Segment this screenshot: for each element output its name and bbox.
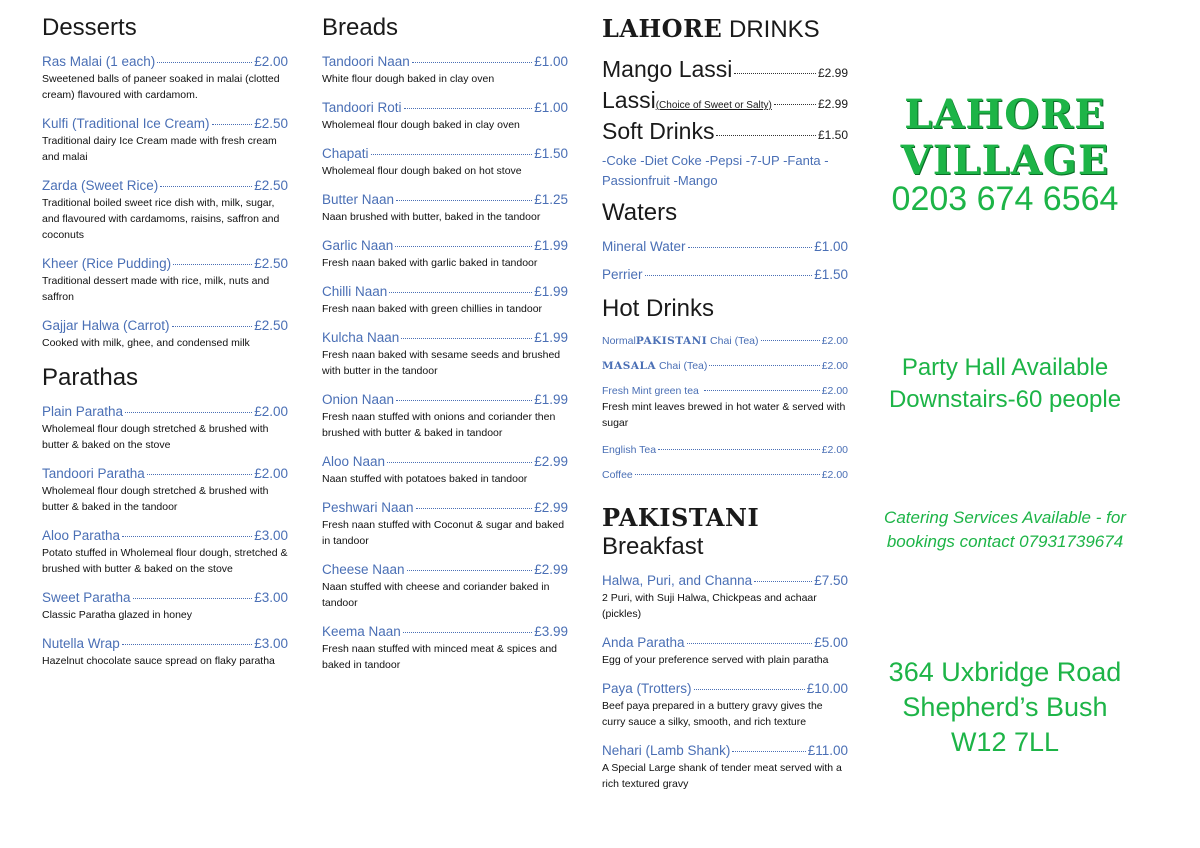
- section-heading-text: Parathas: [42, 364, 139, 391]
- item-name: Chai (Tea): [656, 360, 708, 372]
- restaurant-name-line1: LAHORE: [904, 91, 1106, 138]
- menu-item-row: [322, 192, 568, 207]
- section-heading: [602, 14, 848, 44]
- item-price: £3.00: [254, 590, 288, 605]
- dotted-leader: [401, 338, 532, 339]
- item-description: Sweetened balls of paneer soaked in malai (clotted cream) flavoured with cardamom.: [42, 73, 280, 101]
- menu-item-row: [322, 238, 568, 253]
- item-price: £2.00: [821, 385, 848, 397]
- item-price: £1.00: [534, 54, 568, 69]
- section-heading-text: Breakfast: [602, 533, 704, 560]
- item-price: £7.50: [814, 573, 848, 588]
- item-description: 2 Puri, with Suji Halwa, Chickpeas and achaar (pickles): [602, 592, 817, 620]
- menu-item: [42, 528, 288, 577]
- item-name: Tandoori Naan: [322, 54, 410, 69]
- menu-item: [322, 238, 568, 271]
- menu-item-row: [42, 54, 288, 69]
- item-name: Tandoori Roti: [322, 100, 402, 115]
- item-price: £5.00: [814, 635, 848, 650]
- item-description: Traditional dairy Ice Cream made with fresh cream and malai: [42, 135, 277, 163]
- dotted-leader: [412, 62, 532, 63]
- item-description: Naan brushed with butter, baked in the tandoor: [322, 211, 541, 223]
- item-price: £2.99: [817, 66, 848, 80]
- menu-item-row: [42, 404, 288, 419]
- item-description: Fresh naan baked with garlic baked in tandoor: [322, 257, 538, 269]
- section-heading: [42, 364, 288, 392]
- item-price: £2.00: [254, 54, 288, 69]
- menu-item: [322, 192, 568, 225]
- section-heading-text: Waters: [602, 199, 678, 226]
- catering-line1: Catering Services Available - for: [884, 508, 1126, 527]
- item-description: Fresh naan baked with sesame seeds and brushed with butter in the tandoor: [322, 349, 561, 377]
- item-name: Coffee: [602, 469, 633, 481]
- item-name: Mango Lassi: [602, 56, 733, 82]
- dotted-leader: [688, 247, 813, 248]
- item-description: Beef paya prepared in a buttery gravy gives the curry sauce a silky, smooth, and rich texture: [602, 700, 823, 728]
- menu-item: [602, 681, 848, 730]
- dotted-leader: [404, 108, 533, 109]
- item-price: £10.00: [806, 681, 848, 696]
- dotted-leader: [133, 598, 253, 599]
- menu-item: [42, 466, 288, 515]
- dotted-leader: [403, 632, 532, 633]
- item-name: Cheese Naan: [322, 562, 405, 577]
- dotted-leader: [407, 570, 533, 571]
- section-heading-text: Desserts: [42, 14, 137, 41]
- menu-item-row: [602, 681, 848, 696]
- item-name: Butter Naan: [322, 192, 395, 207]
- menu-item-row: [602, 360, 848, 372]
- menu-item: [602, 267, 848, 282]
- item-price: £2.00: [821, 444, 848, 456]
- item-name: Aloo Naan: [322, 454, 386, 469]
- menu-item-row: [602, 87, 848, 114]
- item-price: £3.99: [534, 624, 568, 639]
- item-name: Ras Malai (1 each): [42, 54, 156, 69]
- menu-item: [42, 54, 288, 103]
- item-description: Egg of your preference served with plain paratha: [602, 654, 829, 666]
- item-price: £1.00: [534, 100, 568, 115]
- menu-item-row: [42, 318, 288, 333]
- dotted-leader: [774, 104, 816, 105]
- item-price: £2.50: [254, 178, 288, 193]
- address-line3: W12 7LL: [950, 727, 1060, 757]
- menu-item: [602, 573, 848, 622]
- menu-item: [322, 100, 568, 133]
- item-name-note: (Choice of Sweet or Salty): [655, 100, 772, 111]
- item-price: £2.50: [254, 116, 288, 131]
- menu-item-row: [42, 116, 288, 131]
- menu-item: [602, 444, 848, 456]
- menu-item-row: [602, 743, 848, 758]
- menu-item: [602, 743, 848, 792]
- dotted-leader: [635, 474, 820, 475]
- item-name: Chilli Naan: [322, 284, 388, 299]
- menu-item: [322, 54, 568, 87]
- item-price: £2.99: [534, 500, 568, 515]
- section-heading: [602, 199, 848, 227]
- section-heading-text: DRINKS: [729, 16, 820, 43]
- menu-item: [322, 500, 568, 549]
- menu-item-row: [602, 239, 848, 254]
- item-description: Hazelnut chocolate sauce spread on flaky paratha: [42, 655, 275, 667]
- item-name: Aloo Paratha: [42, 528, 121, 543]
- menu-item: [322, 454, 568, 487]
- item-description: White flour dough baked in clay oven: [322, 73, 495, 85]
- dotted-leader: [658, 449, 820, 450]
- item-name: Paya (Trotters): [602, 681, 692, 696]
- menu-item: [602, 239, 848, 254]
- item-price: £2.00: [254, 404, 288, 419]
- item-price: £3.00: [254, 528, 288, 543]
- item-price: £1.25: [534, 192, 568, 207]
- menu-item-row: [602, 469, 848, 481]
- item-name: Chai (Tea): [707, 335, 759, 347]
- item-name: Sweet Paratha: [42, 590, 131, 605]
- menu-item-row: [602, 573, 848, 588]
- item-name: Keema Naan: [322, 624, 401, 639]
- menu-item: [322, 330, 568, 379]
- item-price: £1.50: [534, 146, 568, 161]
- item-price: £3.00: [254, 636, 288, 651]
- item-description: Fresh mint leaves brewed in hot water & served with sugar: [602, 401, 846, 429]
- dotted-leader: [704, 390, 820, 391]
- item-price: £2.99: [534, 454, 568, 469]
- menu-item-row: [322, 454, 568, 469]
- item-name: Garlic Naan: [322, 238, 394, 253]
- section-heading-decorative: LAHORE: [602, 14, 723, 43]
- menu-item-row: [42, 466, 288, 481]
- dotted-leader: [125, 412, 252, 413]
- dotted-leader: [122, 644, 252, 645]
- item-description: Naan stuffed with cheese and coriander baked in tandoor: [322, 581, 550, 609]
- item-description: Fresh naan stuffed with minced meat & spices and baked in tandoor: [322, 643, 558, 671]
- item-price: £1.99: [534, 238, 568, 253]
- menu-item: [602, 118, 848, 145]
- menu-item: [42, 590, 288, 623]
- menu-column-3: [602, 14, 848, 805]
- dotted-leader: [396, 400, 532, 401]
- item-name: Peshwari Naan: [322, 500, 414, 515]
- address: [870, 655, 1140, 760]
- dotted-leader: [694, 689, 805, 690]
- item-name: Kulfi (Traditional Ice Cream): [42, 116, 210, 131]
- phone-number: 0203 674 6564: [891, 180, 1119, 218]
- dotted-leader: [160, 186, 252, 187]
- menu-column-1: [42, 14, 288, 682]
- menu-item-row: [322, 500, 568, 515]
- dotted-leader: [371, 154, 533, 155]
- menu-item-row: [42, 178, 288, 193]
- item-name: Zarda (Sweet Rice): [42, 178, 159, 193]
- dotted-leader: [416, 508, 533, 509]
- restaurant-name-line2: VILLAGE: [900, 137, 1110, 184]
- item-description: Fresh naan stuffed with onions and coriander then brushed with butter & baked in tandoor: [322, 411, 556, 439]
- menu-item: [602, 360, 848, 372]
- section-heading: [602, 503, 848, 561]
- item-name: Mineral Water: [602, 239, 686, 254]
- dotted-leader: [734, 73, 816, 74]
- dotted-leader: [147, 474, 252, 475]
- item-description: Cooked with milk, ghee, and condensed milk: [42, 337, 250, 349]
- menu-item: [602, 385, 848, 431]
- dotted-leader: [389, 292, 532, 293]
- menu-item: [42, 636, 288, 669]
- item-description: Traditional dessert made with rice, milk, nuts and saffron: [42, 275, 270, 303]
- menu-item-row: [602, 56, 848, 83]
- menu-column-2: [322, 14, 568, 686]
- item-name: Plain Paratha: [42, 404, 124, 419]
- dotted-leader: [645, 275, 813, 276]
- item-name: Tandoori Paratha: [42, 466, 145, 481]
- menu-item: [602, 56, 848, 83]
- menu-item: [322, 562, 568, 611]
- section-heading-text: Breads: [322, 14, 399, 41]
- item-name: Soft Drinks: [602, 118, 715, 144]
- item-description: Wholemeal flour dough baked on hot stove: [322, 165, 522, 177]
- item-description: Fresh naan stuffed with Coconut & sugar and baked in tandoor: [322, 519, 565, 547]
- item-name: Kheer (Rice Pudding): [42, 256, 172, 271]
- menu-item-row: [42, 256, 288, 271]
- dotted-leader: [687, 643, 813, 644]
- dotted-leader: [761, 340, 820, 341]
- item-name: Chapati: [322, 146, 369, 161]
- item-name-decorative: PAKISTANI: [635, 335, 708, 347]
- item-name: Nutella Wrap: [42, 636, 120, 651]
- party-line1: Party Hall Available: [901, 354, 1109, 381]
- item-price: £1.99: [534, 392, 568, 407]
- section-heading-text: Hot Drinks: [602, 295, 715, 322]
- item-price: £11.00: [807, 743, 848, 758]
- party-line2: Downstairs-60 people: [888, 386, 1122, 413]
- dotted-leader: [709, 365, 819, 366]
- menu-item: [602, 469, 848, 481]
- menu-item: [42, 318, 288, 351]
- section-heading: [322, 14, 568, 42]
- dotted-leader: [754, 581, 812, 582]
- menu-item-row: [602, 335, 848, 347]
- menu-item: [322, 284, 568, 317]
- menu-item: [42, 116, 288, 165]
- item-price: £2.99: [534, 562, 568, 577]
- item-price: £2.00: [821, 469, 848, 481]
- dotted-leader: [172, 326, 253, 327]
- item-description: Naan stuffed with potatoes baked in tandoor: [322, 473, 528, 485]
- item-name: English Tea: [602, 444, 657, 456]
- item-name: Nehari (Lamb Shank): [602, 743, 731, 758]
- catering-line2: bookings contact 07931739674: [886, 532, 1124, 551]
- menu-item-row: [322, 100, 568, 115]
- menu-item: [602, 87, 848, 114]
- item-price: £1.99: [534, 330, 568, 345]
- item-name: Perrier: [602, 267, 643, 282]
- menu-item: [602, 635, 848, 668]
- menu-item: [42, 404, 288, 453]
- item-price: £1.50: [817, 128, 848, 142]
- menu-item-row: [42, 636, 288, 651]
- menu-item: [322, 146, 568, 179]
- item-price: £2.50: [254, 318, 288, 333]
- item-description: Wholemeal flour dough stretched & brushed with butter & baked in the tandoor: [42, 485, 269, 513]
- menu-item-row: [602, 635, 848, 650]
- address-line1: 364 Uxbridge Road: [888, 657, 1122, 687]
- dotted-leader: [173, 264, 252, 265]
- catering-notice: [870, 506, 1140, 554]
- item-description: A Special Large shank of tender meat served with a rich textured gravy: [602, 762, 842, 790]
- dotted-leader: [387, 462, 532, 463]
- item-name: Fresh Mint green tea: [602, 385, 702, 397]
- menu-item-row: [322, 330, 568, 345]
- item-price: £2.00: [821, 360, 848, 372]
- item-name: Halwa, Puri, and Channa: [602, 573, 753, 588]
- item-price: £1.00: [814, 239, 848, 254]
- dotted-leader: [212, 124, 253, 125]
- item-description: Wholemeal flour dough baked in clay oven: [322, 119, 520, 131]
- item-name: Anda Paratha: [602, 635, 685, 650]
- menu-item-row: [322, 284, 568, 299]
- item-price: £2.99: [817, 97, 848, 111]
- menu-item-row: [322, 392, 568, 407]
- section-heading: [42, 14, 288, 42]
- item-name: Lassi: [602, 87, 656, 113]
- item-price: £2.00: [821, 335, 848, 347]
- item-name: Kulcha Naan: [322, 330, 400, 345]
- menu-item-row: [602, 118, 848, 145]
- item-description: Classic Paratha glazed in honey: [42, 609, 193, 621]
- item-description: Potato stuffed in Wholemeal flour dough, stretched & brushed with butter & baked on the stove: [42, 547, 288, 575]
- soft-drink-options: -Coke -Diet Coke -Pepsi -7-UP -Fanta -Passionfruit -Mango: [602, 153, 829, 188]
- dotted-leader: [716, 135, 815, 136]
- item-name: Onion Naan: [322, 392, 395, 407]
- dotted-leader: [396, 200, 532, 201]
- dotted-leader: [395, 246, 532, 247]
- item-description: Fresh naan baked with green chillies in tandoor: [322, 303, 543, 315]
- item-price: £2.00: [254, 466, 288, 481]
- menu-item: [322, 392, 568, 441]
- section-heading-decorative: PAKISTANI: [602, 503, 760, 532]
- menu-item: [602, 335, 848, 347]
- address-line2: Shepherd’s Bush: [902, 692, 1108, 722]
- item-price: £1.99: [534, 284, 568, 299]
- party-hall-notice: [870, 352, 1140, 416]
- menu-item-row: [322, 146, 568, 161]
- dotted-leader: [157, 62, 252, 63]
- menu-item: [42, 256, 288, 305]
- menu-item: [42, 178, 288, 243]
- item-name: Gajjar Halwa (Carrot): [42, 318, 170, 333]
- item-name-decorative: MASALA: [602, 360, 657, 372]
- item-price: £1.50: [814, 267, 848, 282]
- menu-item-row: [322, 562, 568, 577]
- item-description: Traditional boiled sweet rice dish with, milk, sugar, and flavoured with cardamoms, raisins, saffron and coconuts: [42, 197, 280, 241]
- menu-item-row: [42, 528, 288, 543]
- menu-item-row: [322, 54, 568, 69]
- item-price: £2.50: [254, 256, 288, 271]
- item-description: Wholemeal flour dough stretched & brushed with butter & baked on the stove: [42, 423, 269, 451]
- menu-item-row: [322, 624, 568, 639]
- menu-item: [322, 624, 568, 673]
- dotted-leader: [122, 536, 252, 537]
- item-name-prefix: Normal: [602, 335, 636, 347]
- menu-item-row: [42, 590, 288, 605]
- section-heading: [602, 295, 848, 323]
- menu-item-row: [602, 267, 848, 282]
- menu-item-row: [602, 385, 848, 397]
- restaurant-name: [870, 92, 1140, 184]
- dotted-leader: [732, 751, 805, 752]
- menu-item-row: [602, 444, 848, 456]
